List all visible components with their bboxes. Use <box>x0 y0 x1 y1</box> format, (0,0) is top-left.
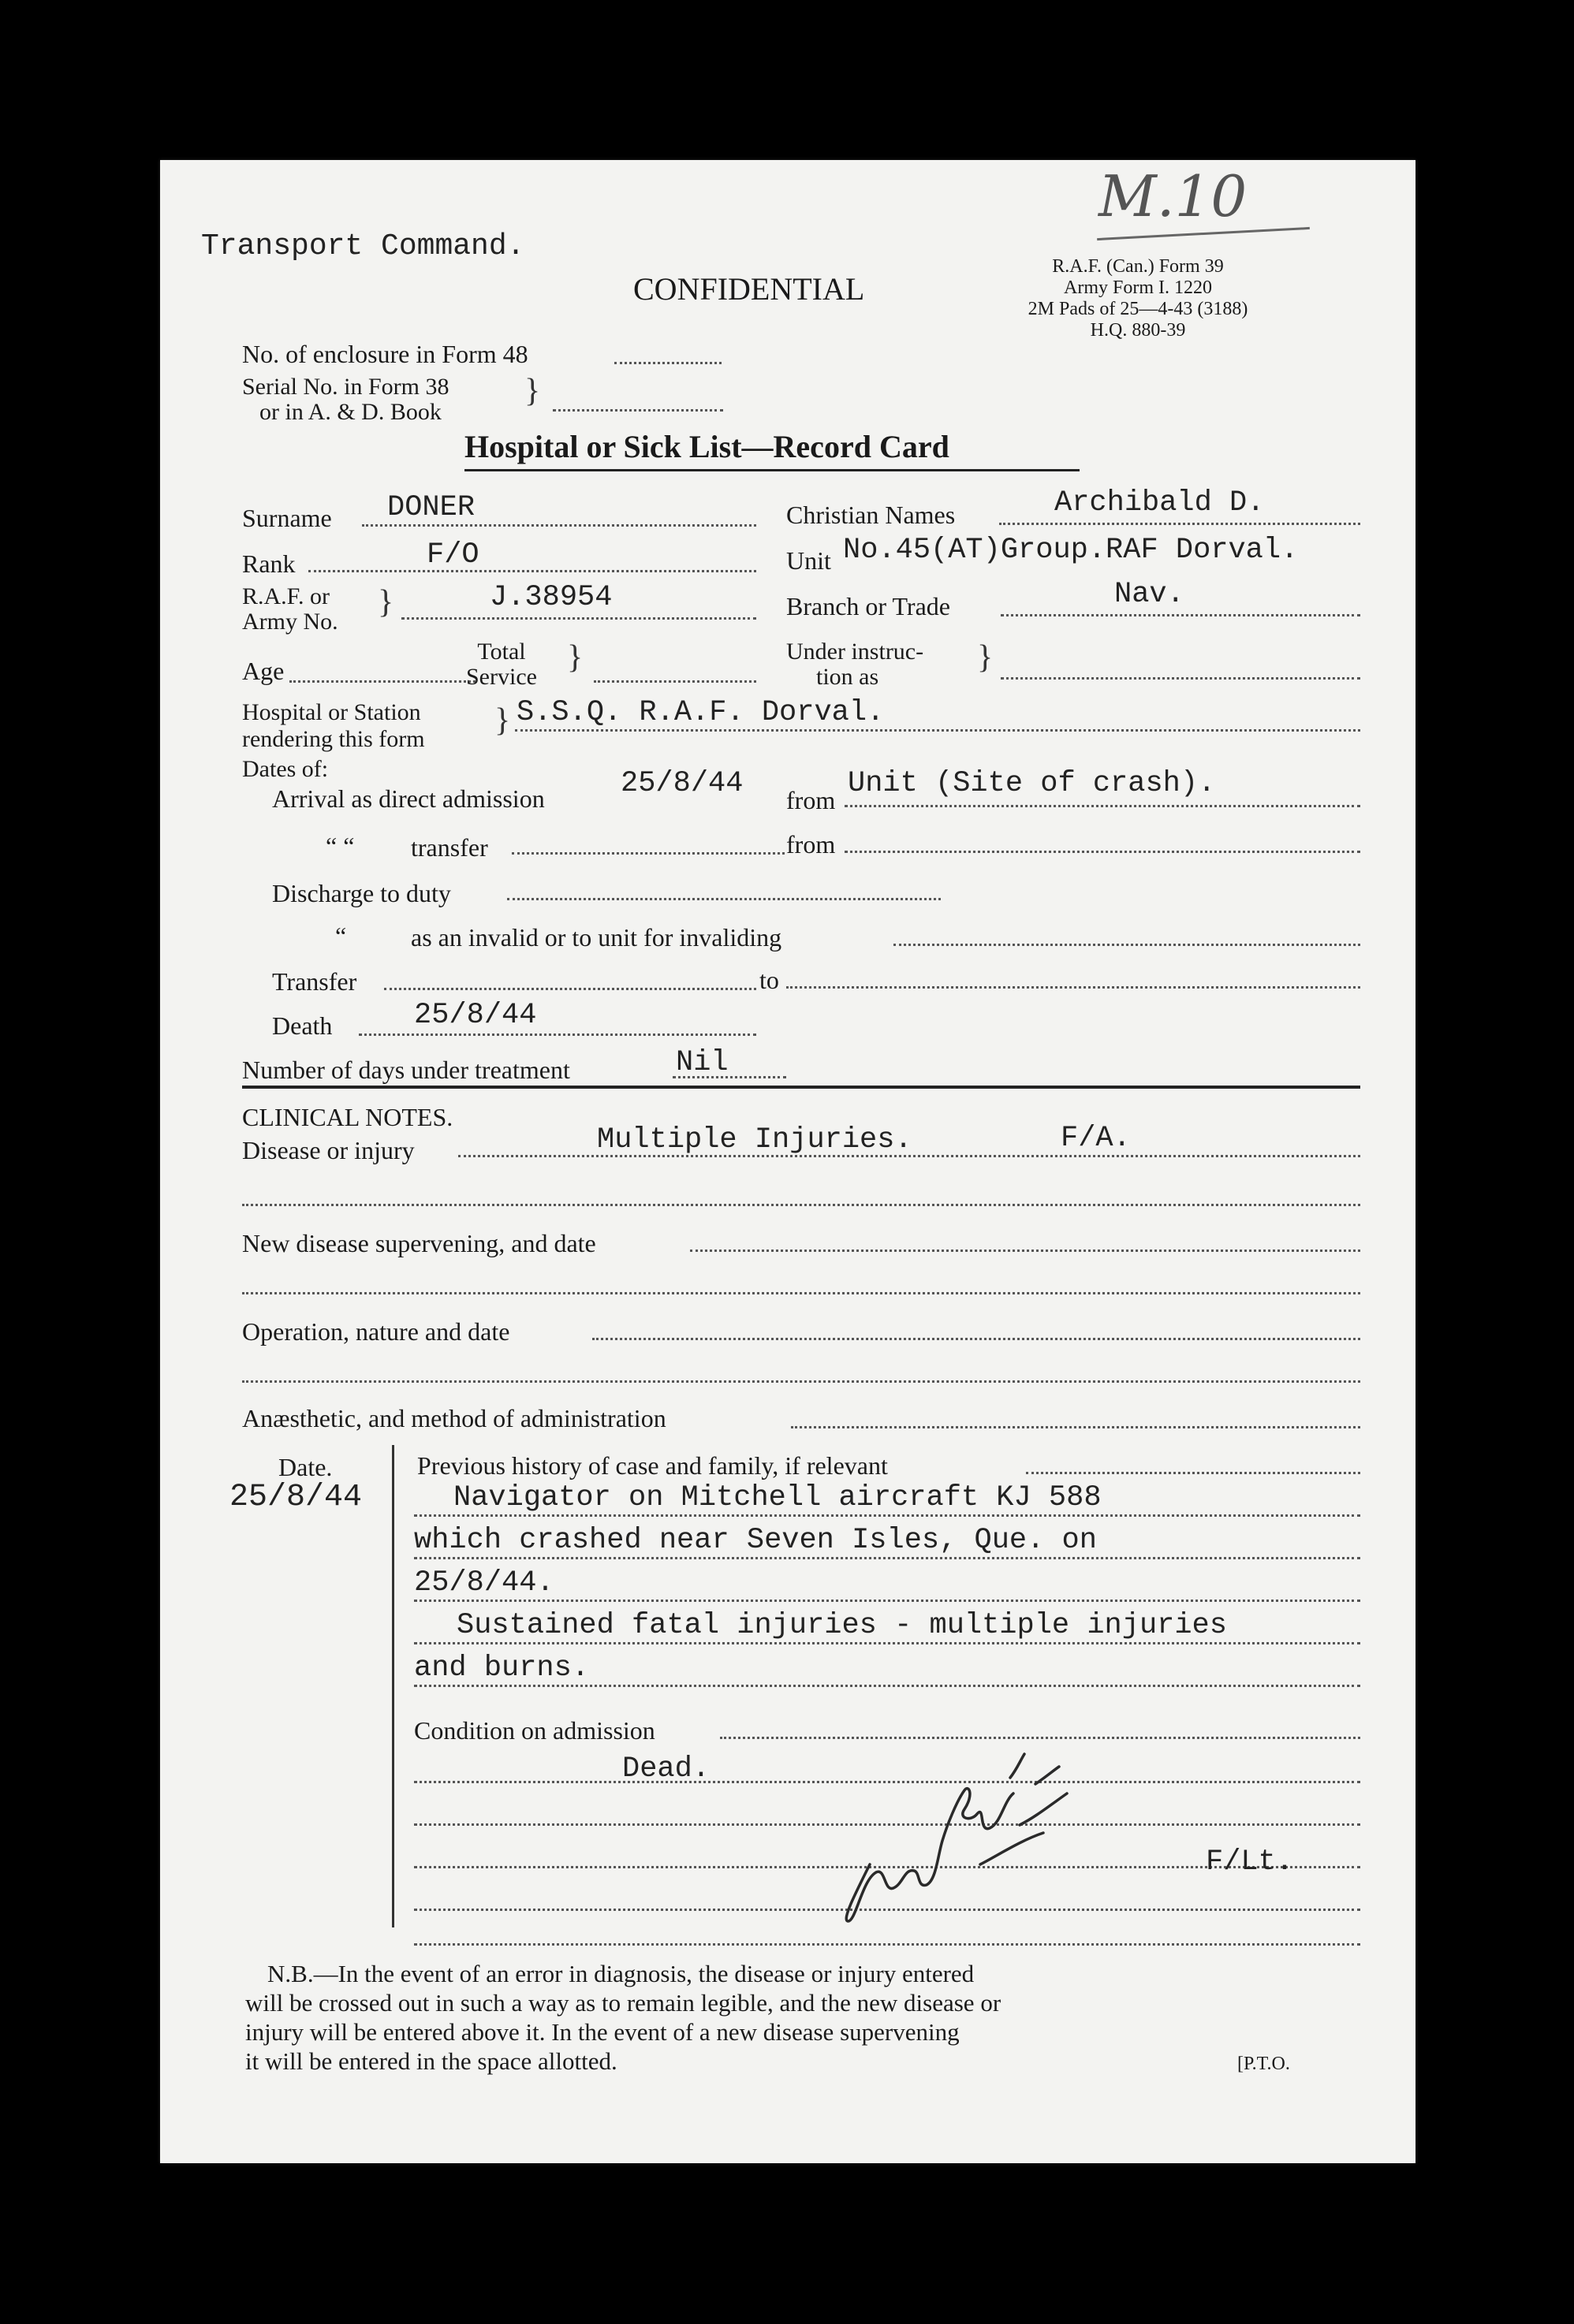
record-card <box>160 160 1415 2163</box>
raf-number-label <box>242 584 338 635</box>
condition-line-6 <box>414 1943 1360 1946</box>
history-text-line: 25/8/44. <box>414 1566 554 1600</box>
new-disease-line-2 <box>242 1292 1360 1294</box>
footer-note-line: will be crossed out in such a way as to remain legible, and the new disease or <box>245 1989 1001 2017</box>
unit-label: Unit <box>786 546 831 575</box>
form-ref-line: 2M Pads of 25—4-43 (3188) <box>1028 299 1248 319</box>
command-stamp: Transport Command. <box>201 229 525 263</box>
form-ref-line: Army Form I. 1220 <box>1064 277 1212 298</box>
hospital-value: S.S.Q. R.A.F. Dorval. <box>517 696 885 729</box>
invalid-label: as an invalid or to unit for invaliding <box>411 923 782 952</box>
signatory-rank: F/Lt. <box>1206 1845 1294 1879</box>
age-label: Age <box>242 657 285 685</box>
serial-label-line: or in A. & D. Book <box>259 399 442 425</box>
transfer2-to-label: to <box>759 966 779 994</box>
title-underline <box>464 469 1080 471</box>
total-service-label <box>466 639 537 690</box>
history-label: Previous history of case and family, if relevant <box>417 1451 888 1480</box>
hospital-label <box>242 699 425 753</box>
rank-label: Rank <box>242 549 296 578</box>
total-service-line: Total <box>477 639 526 665</box>
hospital-label-line: Hospital or Station <box>242 699 421 725</box>
christian-names-value: Archibald D. <box>1054 486 1265 520</box>
christian-names-line <box>999 523 1360 525</box>
branch-value: Nav. <box>1114 578 1184 611</box>
discharge-label: Discharge to duty <box>272 879 451 907</box>
pto-marker: [P.T.O. <box>1237 2054 1290 2074</box>
hospital-label-line: rendering this form <box>242 726 425 752</box>
footer-note-line: N.B.—In the event of an error in diagnosis, the disease or injury entered <box>267 1960 975 1987</box>
branch-line <box>1001 614 1360 616</box>
disease-value: Multiple Injuries. <box>597 1123 912 1156</box>
clinical-notes-heading: CLINICAL NOTES. <box>242 1103 453 1131</box>
serial-label-line: Serial No. in Form 38 <box>242 374 449 400</box>
disease-line-2 <box>242 1204 1360 1206</box>
raf-number-value: J.38954 <box>490 581 613 614</box>
serial-brace: } <box>524 373 541 409</box>
days-treatment-value: Nil <box>676 1046 729 1079</box>
condition-label: Condition on admission <box>414 1716 655 1745</box>
death-line <box>359 1034 756 1036</box>
days-treatment-label: Number of days under treatment <box>242 1056 570 1084</box>
form-ref-line: R.A.F. (Can.) Form 39 <box>1052 256 1224 277</box>
raf-number-line <box>401 617 756 620</box>
history-line-4 <box>414 1642 1360 1644</box>
operation-line <box>592 1338 1360 1340</box>
arrival-from-label: from <box>786 786 836 814</box>
surname-value: DONER <box>387 491 476 524</box>
history-text-line: and burns. <box>414 1652 590 1685</box>
section-rule <box>242 1086 1360 1089</box>
disease-label: Disease or injury <box>242 1136 415 1164</box>
history-date-value: 25/8/44 <box>229 1480 363 1515</box>
under-instruction-brace: } <box>977 639 994 676</box>
dates-of-label: Dates of: <box>242 756 329 782</box>
signature <box>838 1746 1154 1927</box>
branch-label: Branch or Trade <box>786 592 950 620</box>
history-line-0 <box>1026 1472 1360 1474</box>
death-label: Death <box>272 1011 333 1040</box>
days-treatment-line <box>673 1076 786 1078</box>
surname-label: Surname <box>242 504 332 532</box>
file-reference: M.10 <box>1098 163 1248 229</box>
unit-value: No.45(AT)Group.RAF Dorval. <box>843 534 1299 567</box>
disease-line <box>458 1155 1360 1157</box>
operation-label: Operation, nature and date <box>242 1317 510 1346</box>
arrival-label: Arrival as direct admission <box>272 784 545 813</box>
death-date-value: 25/8/44 <box>414 999 537 1032</box>
invalid-line <box>893 944 1360 946</box>
arrival-from-line <box>845 805 1360 807</box>
history-divider <box>392 1445 394 1927</box>
confidential-heading: CONFIDENTIAL <box>633 271 865 307</box>
transfer-from-line <box>845 851 1360 853</box>
transfer2-label: Transfer <box>272 967 357 996</box>
date-label: Date. <box>278 1453 333 1481</box>
transfer-label: transfer <box>411 833 488 862</box>
anaesthetic-label: Anæsthetic, and method of administration <box>242 1404 666 1432</box>
history-line-3 <box>414 1600 1360 1602</box>
under-instruction-line: tion as <box>816 664 879 690</box>
history-text-line: Sustained fatal injuries - multiple injuries <box>457 1609 1227 1642</box>
anaesthetic-line <box>791 1426 1360 1428</box>
total-service-brace: } <box>567 639 584 676</box>
condition-value: Dead. <box>622 1752 711 1786</box>
under-instruction-label <box>786 639 923 690</box>
new-disease-label: New disease supervening, and date <box>242 1229 596 1257</box>
christian-names-label: Christian Names <box>786 501 956 529</box>
transfer2-line <box>384 988 756 990</box>
serial-label <box>242 374 449 425</box>
arrival-from-value: Unit (Site of crash). <box>848 767 1216 800</box>
condition-line <box>720 1737 1360 1739</box>
enclosure-label: No. of enclosure in Form 48 <box>242 340 528 368</box>
rank-line <box>308 570 756 572</box>
ditto-mark: “ <box>335 922 347 950</box>
raf-number-brace: } <box>378 584 394 620</box>
operation-line-2 <box>242 1380 1360 1383</box>
footer-note-line: it will be entered in the space allotted. <box>245 2047 617 2075</box>
serial-line <box>553 409 723 412</box>
enclosure-line <box>614 362 722 364</box>
total-service-line-dots <box>594 680 756 683</box>
rank-value: F/O <box>427 538 479 572</box>
raf-number-label-line: R.A.F. or <box>242 583 330 609</box>
surname-line <box>362 524 756 527</box>
raf-number-label-line: Army No. <box>242 609 338 635</box>
transfer2-to-line <box>786 986 1360 989</box>
history-line-2 <box>414 1557 1360 1559</box>
arrival-date-value: 25/8/44 <box>621 767 744 800</box>
age-line <box>289 680 476 683</box>
footer-note-line: injury will be entered above it. In the event of a new disease supervening <box>245 2018 960 2046</box>
hospital-brace: } <box>494 702 511 739</box>
under-instruction-dots <box>1001 677 1360 680</box>
history-line-1 <box>414 1514 1360 1517</box>
form-reference <box>1012 256 1264 341</box>
footer-note <box>245 1959 1001 2076</box>
form-ref-line: H.Q. 880-39 <box>1090 320 1186 341</box>
history-text-line: which crashed near Seven Isles, Que. on <box>414 1524 1097 1557</box>
discharge-line <box>507 898 941 900</box>
ditto-marks: “ “ <box>326 832 355 860</box>
card-title: Hospital or Sick List—Record Card <box>464 429 949 464</box>
disease-code-value: F/A. <box>1061 1122 1131 1155</box>
total-service-line: Service <box>466 664 537 690</box>
transfer-line <box>512 852 785 855</box>
hospital-line <box>515 729 1360 732</box>
history-line-5 <box>414 1685 1360 1687</box>
new-disease-line <box>690 1250 1360 1252</box>
under-instruction-line: Under instruc- <box>786 639 924 665</box>
history-text-line: Navigator on Mitchell aircraft KJ 588 <box>453 1481 1102 1514</box>
transfer-from-label: from <box>786 830 836 858</box>
